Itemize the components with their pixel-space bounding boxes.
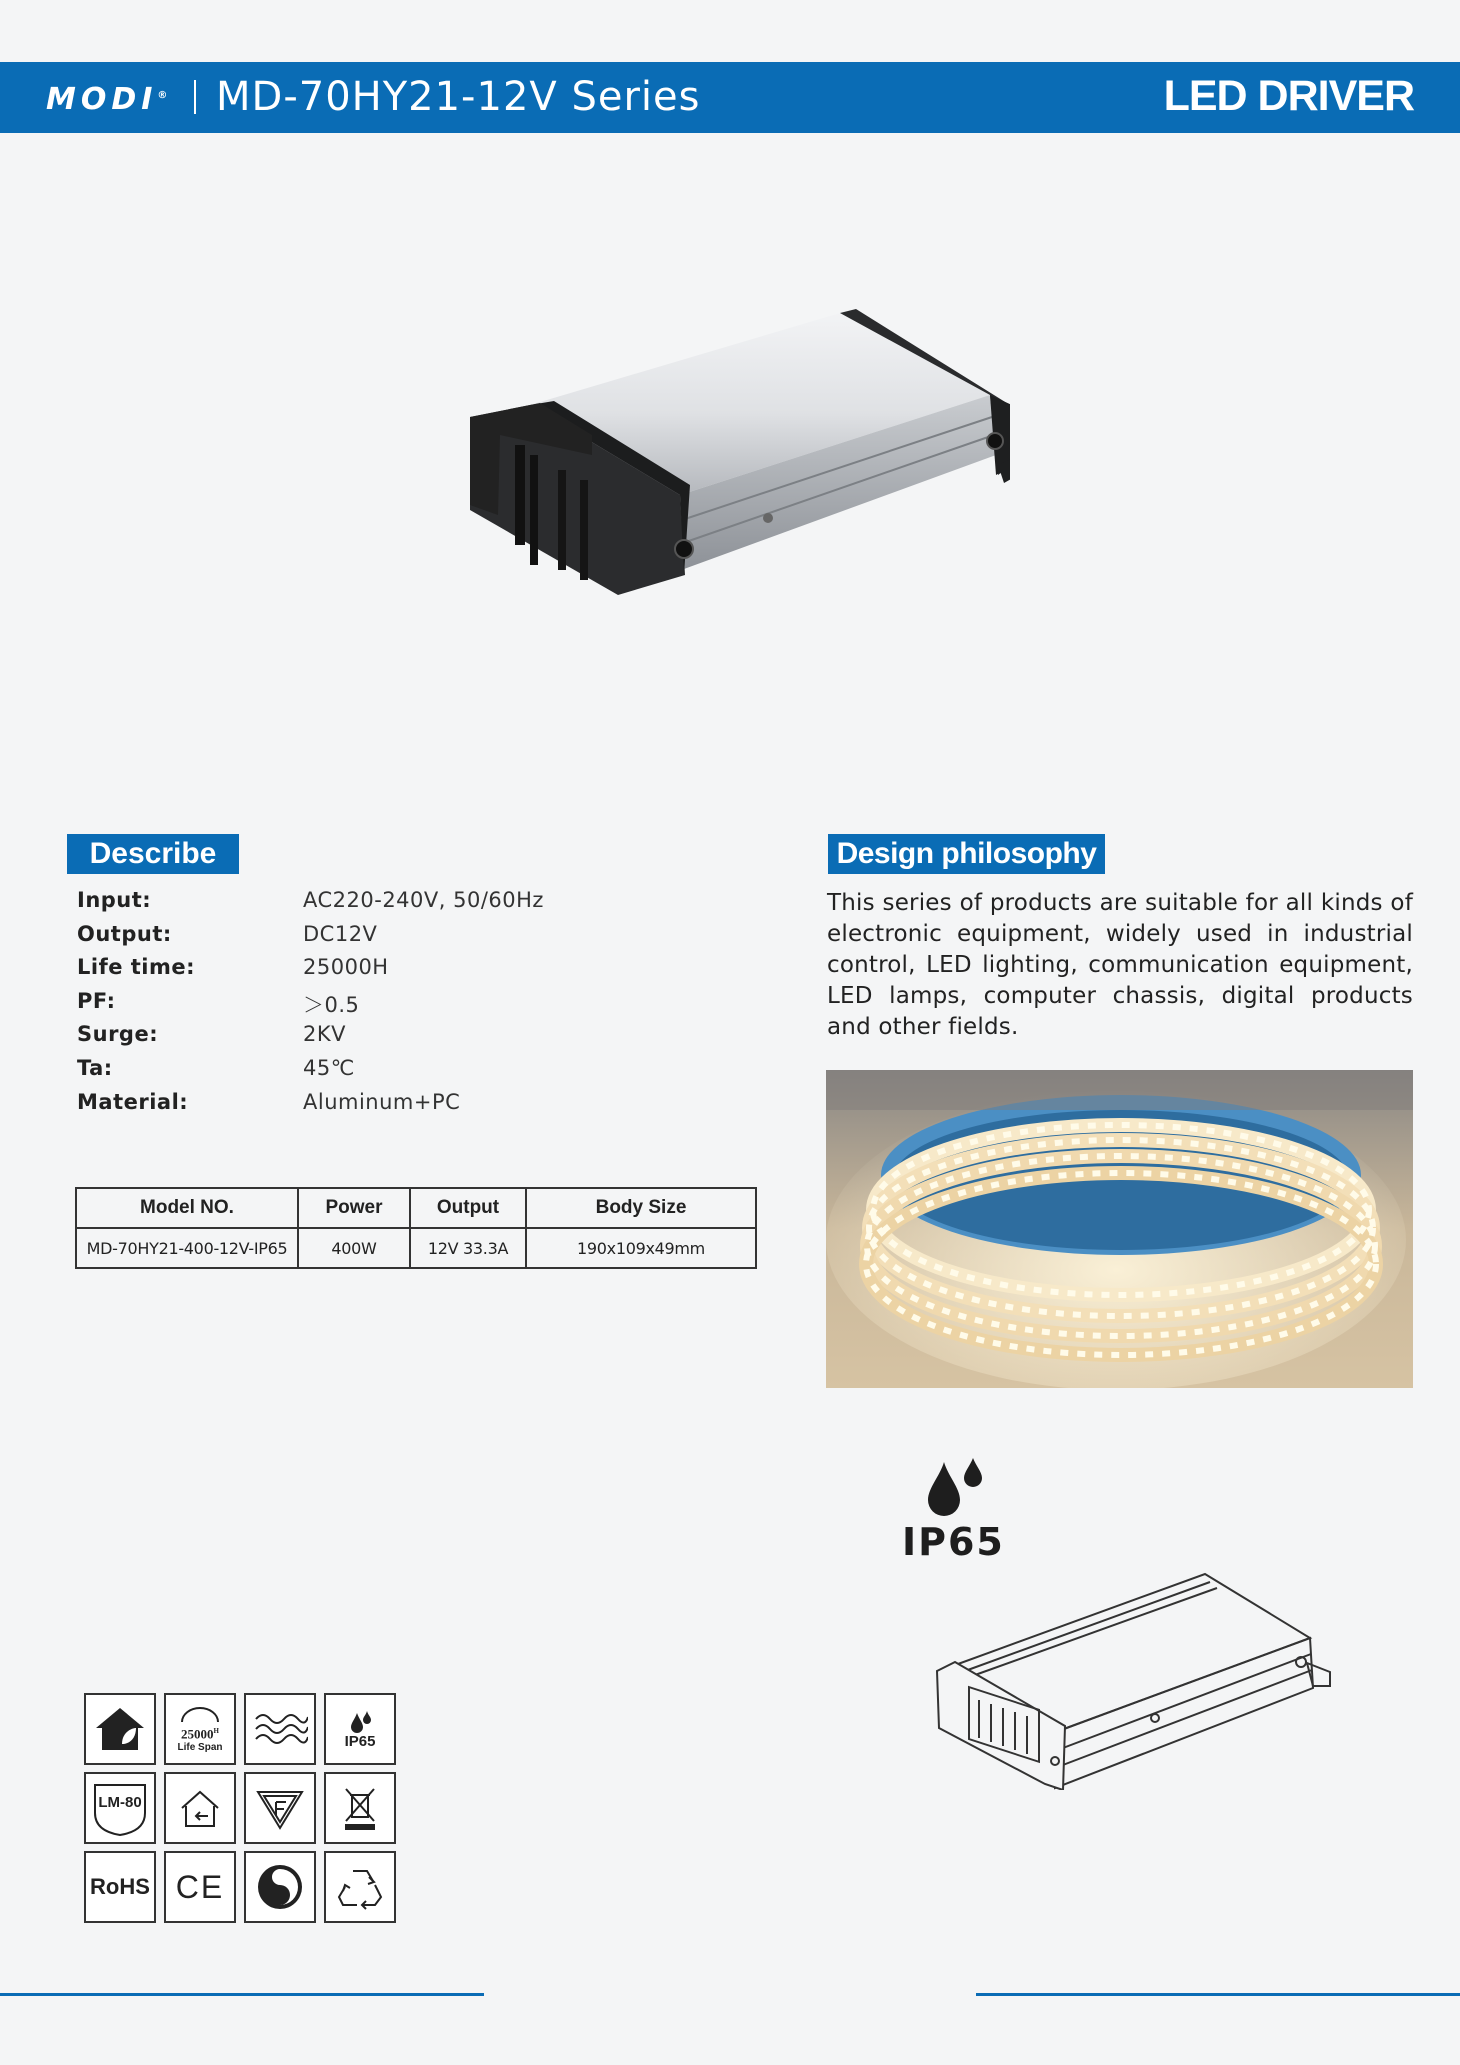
- ip65-label: IP65: [902, 1520, 1005, 1564]
- spec-row-output: [77, 922, 577, 956]
- header-bar: [0, 62, 1460, 133]
- spec-row-surge: [77, 1022, 577, 1056]
- spec-value: 45℃: [303, 1055, 355, 1080]
- design-heading: Design philosophy: [828, 834, 1105, 874]
- spec-value: Aluminum+PC: [303, 1089, 461, 1114]
- category-title: LED DRIVER: [1163, 72, 1414, 120]
- ce-label: CE: [175, 1868, 225, 1905]
- rohs-label: RoHS: [90, 1874, 150, 1899]
- table-header: Output: [410, 1188, 526, 1228]
- weee-bin-icon: [324, 1772, 396, 1844]
- spec-row-material: [77, 1090, 577, 1124]
- spec-label: PF:: [77, 988, 116, 1013]
- spec-label: Input:: [77, 888, 152, 912]
- house-leaf-icon: [84, 1693, 156, 1765]
- spec-label: Ta:: [77, 1055, 113, 1080]
- footer-line-left: [0, 1993, 484, 1996]
- green-dot-icon: [244, 1851, 316, 1923]
- header-divider: [194, 80, 196, 114]
- model-table: [75, 1187, 757, 1269]
- describe-heading: Describe: [67, 834, 239, 874]
- lifespan-number: 25000: [181, 1726, 214, 1742]
- table-cell: 400W: [298, 1228, 410, 1268]
- table-cell: 190x109x49mm: [526, 1228, 756, 1268]
- ip65-icon: [324, 1693, 396, 1765]
- lm80-label: LM-80: [98, 1793, 142, 1811]
- f-triangle-icon: [244, 1772, 316, 1844]
- brand-logo: MODI®: [46, 82, 168, 117]
- lifespan-icon: [164, 1693, 236, 1765]
- lifespan-unit: H: [213, 1727, 219, 1736]
- spec-label: Surge:: [77, 1022, 159, 1047]
- table-header-row: [76, 1188, 756, 1228]
- spec-value: DC12V: [303, 921, 378, 946]
- design-text: This series of products are suitable for all kinds of electronic equipment, widely used in industrial control, LED lighting, communication equipment, LED lamps, computer chassis, digital products and other fields.: [827, 890, 1413, 1040]
- spec-value: 25000H: [303, 955, 389, 980]
- table-row: [76, 1228, 756, 1268]
- spec-row-input: [77, 888, 577, 922]
- spec-list: [77, 888, 577, 1123]
- product-photo: [470, 305, 1010, 685]
- table-header: Body Size: [526, 1188, 756, 1228]
- lm80-icon: [84, 1772, 156, 1844]
- spec-row-life-time: [77, 955, 577, 989]
- table-header: Model NO.: [76, 1188, 298, 1228]
- waves-icon: [244, 1693, 316, 1765]
- rohs-icon: [84, 1851, 156, 1923]
- recycle-icon: [324, 1851, 396, 1923]
- ip65-small-label: IP65: [344, 1732, 376, 1750]
- table-header: Power: [298, 1188, 410, 1228]
- water-drops-icon: [896, 1456, 1016, 1526]
- footer-line-right: [976, 1993, 1460, 1996]
- house-arrow-icon: [164, 1772, 236, 1844]
- spec-row-pf: [77, 989, 577, 1023]
- ip65-badge: [896, 1456, 1016, 1568]
- spec-label: Material:: [77, 1089, 189, 1114]
- lifespan-label: Life Span: [177, 1741, 223, 1753]
- led-strip-photo: [826, 1070, 1413, 1388]
- series-title: MD-70HY21-12V Series: [216, 74, 701, 120]
- spec-row-ta: [77, 1056, 577, 1090]
- table-cell: MD-70HY21-400-12V-IP65: [76, 1228, 298, 1268]
- ce-icon: [164, 1851, 236, 1923]
- spec-label: Life time:: [77, 955, 196, 980]
- spec-value: ＞0.5: [303, 992, 360, 1017]
- spec-value: AC220-240V, 50/60Hz: [303, 888, 544, 912]
- driver-line-drawing: [935, 1568, 1335, 1790]
- table-cell: 12V 33.3A: [410, 1228, 526, 1268]
- spec-value: 2KV: [303, 1022, 346, 1047]
- spec-label: Output:: [77, 921, 172, 946]
